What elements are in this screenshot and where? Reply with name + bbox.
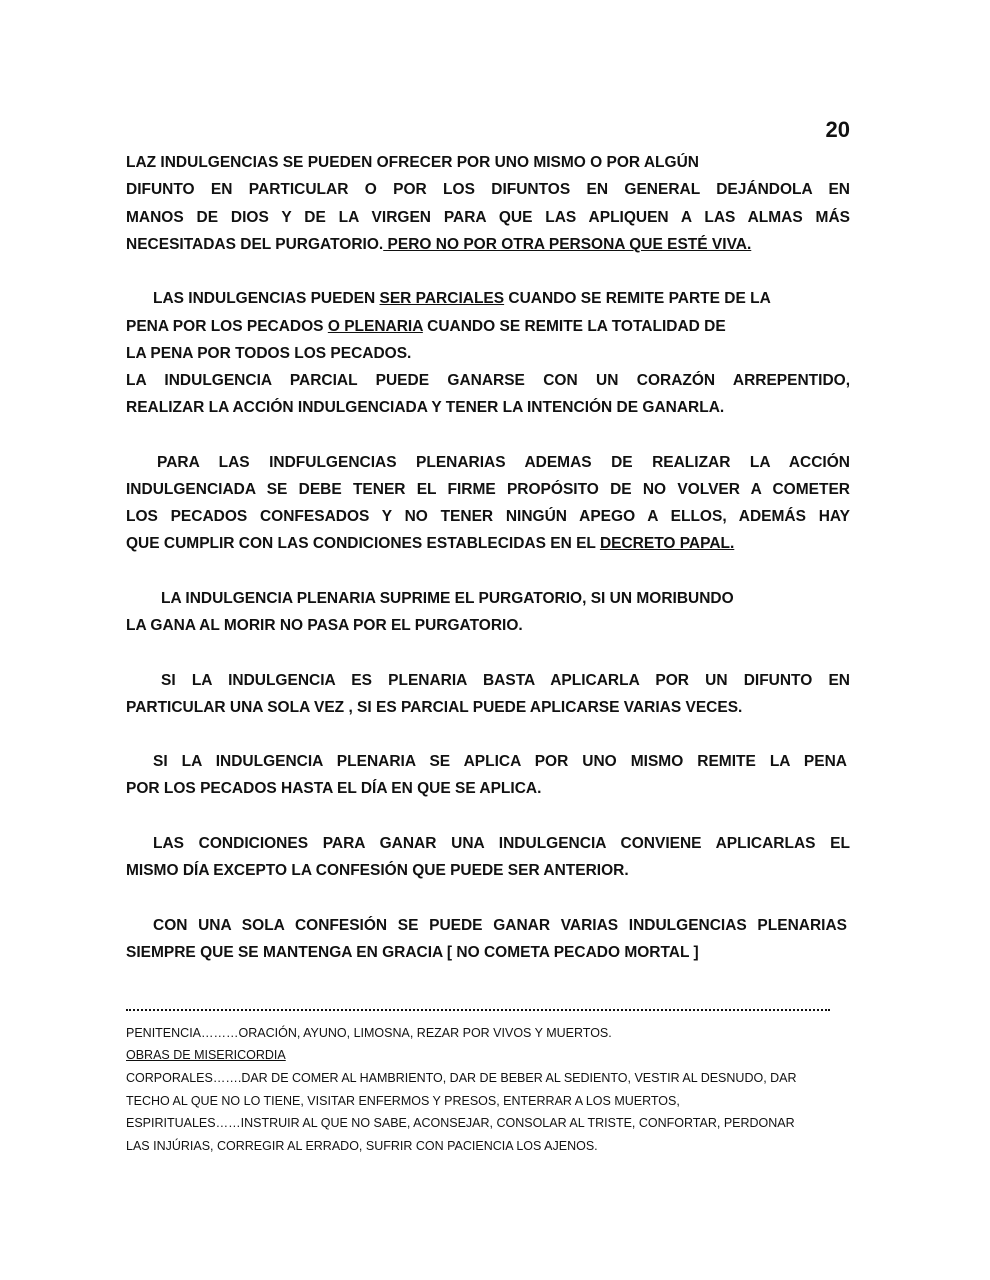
espirituales-line-2: LAS INJÚRIAS, CORREGIR AL ERRADO, SUFRIR CON PACIENCIA LOS AJENOS. <box>126 1139 598 1153</box>
p4-line-1: LA INDULGENCIA PLENARIA SUPRIME EL PURGATORIO, SI UN MORIBUNDO <box>161 590 734 607</box>
p5-line-1: SI LA INDULGENCIA ES PLENARIA BASTA APLICARLA POR UN DIFUNTO EN <box>161 672 850 689</box>
p1-underlined-phrase: PERO NO POR OTRA PERSONA QUE ESTÉ VIVA. <box>383 236 752 253</box>
p5-line-2: PARTICULAR UNA SOLA VEZ , SI ES PARCIAL PUEDE APLICARSE VARIAS VECES. <box>126 699 743 716</box>
p1-line-4 <box>126 235 850 255</box>
corporales-label: CORPORALES……. <box>126 1071 242 1085</box>
penitencia-label: PENITENCIA……… <box>126 1026 239 1040</box>
penitencia-text: ORACIÓN, AYUNO, LIMOSNA, REZAR POR VIVOS Y MUERTOS. <box>238 1026 612 1040</box>
p1-line-1: LAZ INDULGENCIAS SE PUEDEN OFRECER POR UNO MISMO O POR ALGÚN <box>126 154 699 171</box>
p2-line-2-end: CUANDO SE REMITE LA TOTALIDAD DE <box>422 318 726 335</box>
p4-line-2: LA GANA AL MORIR NO PASA POR EL PURGATORIO. <box>126 617 523 634</box>
p1-line-2: DIFUNTO EN PARTICULAR O POR LOS DIFUNTOS EN GENERAL DEJÁNDOLA EN <box>126 181 850 198</box>
footnote-penitencia <box>126 1025 850 1041</box>
footnote-divider <box>126 1009 830 1011</box>
p2-line-5: REALIZAR LA ACCIÓN INDULGENCIADA Y TENER LA INTENCIÓN DE GANARLA. <box>126 399 725 416</box>
p2-line-3: LA PENA POR TODOS LOS PECADOS. <box>126 345 412 362</box>
footnote-corporales <box>126 1070 850 1086</box>
p7-line-2: MISMO DÍA EXCEPTO LA CONFESIÓN QUE PUEDE SER ANTERIOR. <box>126 862 629 879</box>
espirituales-label: ESPIRITUALES…… <box>126 1116 241 1130</box>
p6-line-1: SI LA INDULGENCIA PLENARIA SE APLICA POR UNO MISMO REMITE LA PENA <box>153 753 847 770</box>
corporales-line-2: TECHO AL QUE NO LO TIENE, VISITAR ENFERMOS Y PRESOS, ENTERRAR A LOS MUERTOS, <box>126 1094 680 1108</box>
p6-line-2: POR LOS PECADOS HASTA EL DÍA EN QUE SE APLICA. <box>126 780 542 797</box>
obras-heading: OBRAS DE MISERICORDIA <box>126 1048 286 1062</box>
espirituales-line-1: INSTRUIR AL QUE NO SABE, ACONSEJAR, CONSOLAR AL TRISTE, CONFORTAR, PERDONAR <box>240 1116 795 1130</box>
p2-line-2 <box>126 317 850 337</box>
p2-line-1 <box>153 289 850 309</box>
p2-line-1-start: LAS INDULGENCIAS PUEDEN <box>153 290 380 307</box>
p7-line-1: LAS CONDICIONES PARA GANAR UNA INDULGENCIA CONVIENE APLICARLAS EL <box>153 835 850 852</box>
decreto-papal-underlined: DECRETO PAPAL. <box>599 535 735 552</box>
corporales-line-1: DAR DE COMER AL HAMBRIENTO, DAR DE BEBER AL SEDIENTO, VESTIR AL DESNUDO, DAR <box>241 1071 797 1085</box>
ser-parciales-underlined: SER PARCIALES <box>379 290 505 307</box>
p2-line-1-end: CUANDO SE REMITE PARTE DE LA <box>504 290 771 307</box>
p3-line-2: INDULGENCIADA SE DEBE TENER EL FIRME PROPÓSITO DE NO VOLVER A COMETER <box>126 481 850 498</box>
p3-line-4 <box>126 534 850 554</box>
o-plenaria-underlined: O PLENARIA <box>327 318 423 335</box>
p3-line-4-start: QUE CUMPLIR CON LAS CONDICIONES ESTABLECIDAS EN EL <box>126 535 600 552</box>
p2-line-2-start: PENA POR LOS PECADOS <box>126 318 328 335</box>
p8-line-1: CON UNA SOLA CONFESIÓN SE PUEDE GANAR VARIAS INDULGENCIAS PLENARIAS <box>153 917 847 934</box>
p1-line-3: MANOS DE DIOS Y DE LA VIRGEN PARA QUE LAS APLIQUEN A LAS ALMAS MÁS <box>126 209 850 226</box>
footnote-espirituales <box>126 1115 850 1131</box>
p3-line-3: LOS PECADOS CONFESADOS Y NO TENER NINGÚN APEGO A ELLOS, ADEMÁS HAY <box>126 508 850 525</box>
p2-line-4: LA INDULGENCIA PARCIAL PUEDE GANARSE CON UN CORAZÓN ARREPENTIDO, <box>126 372 850 389</box>
p1-line-4-text: NECESITADAS DEL PURGATORIO. <box>126 236 384 253</box>
p8-line-2: SIEMPRE QUE SE MANTENGA EN GRACIA [ NO COMETA PECADO MORTAL ] <box>126 944 699 961</box>
footnote-obras-heading <box>126 1047 850 1063</box>
p3-line-1: PARA LAS INDFULGENCIAS PLENARIAS ADEMAS DE REALIZAR LA ACCIÓN <box>157 454 850 471</box>
page-number: 20 <box>825 117 850 142</box>
